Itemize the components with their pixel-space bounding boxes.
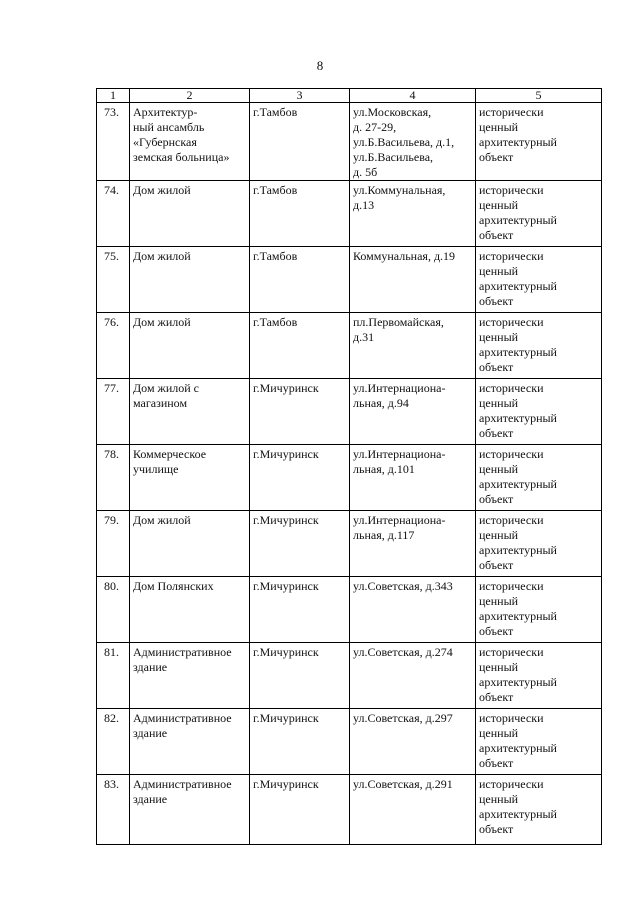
column-header-3: 3 <box>250 89 350 103</box>
table-row <box>97 103 602 181</box>
category-cell: исторически ценный архитектурный объект <box>476 247 602 313</box>
address-cell: ул.Московская, д. 27-29, ул.Б.Васильева, д.1, ул.Б.Васильева, д. 5б <box>350 103 476 181</box>
object-name-cell: Административное здание <box>130 709 250 775</box>
table-row <box>97 511 602 577</box>
object-name-cell: Дом жилой с магазином <box>130 379 250 445</box>
object-name-cell: Дом жилой <box>130 511 250 577</box>
table-row <box>97 445 602 511</box>
heritage-objects-table <box>96 88 602 845</box>
address-cell: ул.Коммунальная, д.13 <box>350 181 476 247</box>
address-cell: ул.Советская, д.274 <box>350 643 476 709</box>
object-name-cell: Коммерческое училище <box>130 445 250 511</box>
city-cell: г.Тамбов <box>250 313 350 379</box>
object-name-cell: Административное здание <box>130 643 250 709</box>
city-cell: г.Мичуринск <box>250 577 350 643</box>
category-cell: исторически ценный архитектурный объект <box>476 181 602 247</box>
address-cell: ул.Советская, д.343 <box>350 577 476 643</box>
row-number-cell: 82. <box>97 709 130 775</box>
category-cell: исторически ценный архитектурный объект <box>476 643 602 709</box>
address-cell: ул.Интернациона- льная, д.117 <box>350 511 476 577</box>
table-row <box>97 313 602 379</box>
object-name-cell: Дом жилой <box>130 181 250 247</box>
category-cell: исторически ценный архитектурный объект <box>476 511 602 577</box>
city-cell: г.Мичуринск <box>250 643 350 709</box>
city-cell: г.Тамбов <box>250 247 350 313</box>
row-number-cell: 77. <box>97 379 130 445</box>
category-cell: исторически ценный архитектурный объект <box>476 445 602 511</box>
row-number-cell: 78. <box>97 445 130 511</box>
city-cell: г.Мичуринск <box>250 379 350 445</box>
city-cell: г.Тамбов <box>250 181 350 247</box>
city-cell: г.Мичуринск <box>250 511 350 577</box>
table-row <box>97 247 602 313</box>
object-name-cell: Архитектур- ный ансамбль «Губернская земская больница» <box>130 103 250 181</box>
column-header-5: 5 <box>476 89 602 103</box>
column-header-4: 4 <box>350 89 476 103</box>
category-cell: исторически ценный архитектурный объект <box>476 313 602 379</box>
row-number-cell: 79. <box>97 511 130 577</box>
category-cell: исторически ценный архитектурный объект <box>476 379 602 445</box>
address-cell: ул.Советская, д.297 <box>350 709 476 775</box>
table-row <box>97 775 602 845</box>
table-row <box>97 577 602 643</box>
row-number-cell: 76. <box>97 313 130 379</box>
object-name-cell: Дом Полянских <box>130 577 250 643</box>
row-number-cell: 75. <box>97 247 130 313</box>
category-cell: исторически ценный архитектурный объект <box>476 775 602 845</box>
category-cell: исторически ценный архитектурный объект <box>476 103 602 181</box>
city-cell: г.Тамбов <box>250 103 350 181</box>
row-number-cell: 74. <box>97 181 130 247</box>
row-number-cell: 81. <box>97 643 130 709</box>
row-number-cell: 80. <box>97 577 130 643</box>
city-cell: г.Мичуринск <box>250 709 350 775</box>
address-cell: Коммунальная, д.19 <box>350 247 476 313</box>
category-cell: исторически ценный архитектурный объект <box>476 577 602 643</box>
table-row <box>97 709 602 775</box>
address-cell: ул.Интернациона- льная, д.101 <box>350 445 476 511</box>
category-cell: исторически ценный архитектурный объект <box>476 709 602 775</box>
page-number: 8 <box>316 58 324 73</box>
city-cell: г.Мичуринск <box>250 445 350 511</box>
table-header-row <box>97 89 602 103</box>
address-cell: пл.Первомайская, д.31 <box>350 313 476 379</box>
column-header-1: 1 <box>97 89 130 103</box>
row-number-cell: 73. <box>97 103 130 181</box>
table-row <box>97 643 602 709</box>
city-cell: г.Мичуринск <box>250 775 350 845</box>
object-name-cell: Дом жилой <box>130 247 250 313</box>
table-row <box>97 379 602 445</box>
object-name-cell: Административное здание <box>130 775 250 845</box>
column-header-2: 2 <box>130 89 250 103</box>
address-cell: ул.Интернациона- льная, д.94 <box>350 379 476 445</box>
row-number-cell: 83. <box>97 775 130 845</box>
address-cell: ул.Советская, д.291 <box>350 775 476 845</box>
table-row <box>97 181 602 247</box>
object-name-cell: Дом жилой <box>130 313 250 379</box>
